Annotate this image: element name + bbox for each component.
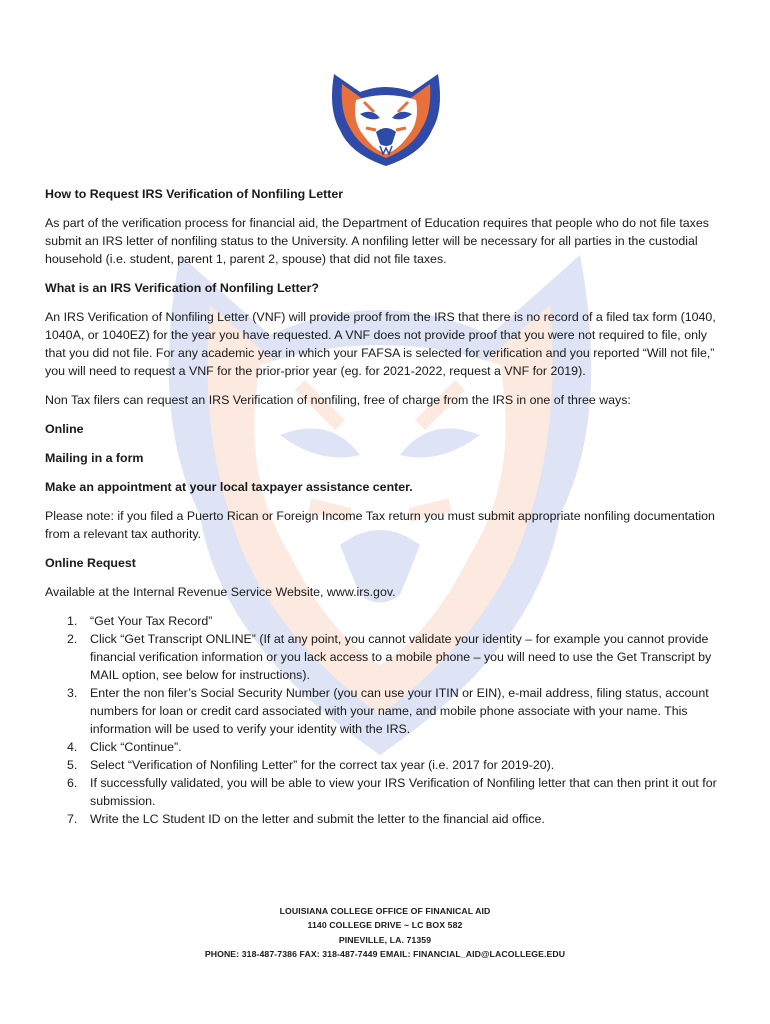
footer-street-address: 1140 COLLEGE DRIVE ~ LC BOX 582 (307, 920, 463, 931)
footer-contact-line: PHONE: 318-487-7386 FAX: 318-487-7449 EMAIL: FINANCIAL_AID@LACOLLEGE.EDU (204, 948, 566, 959)
step-text: “Get Your Tax Record” (90, 614, 213, 628)
list-item (45, 684, 730, 738)
step-text: Click “Continue”. (90, 740, 182, 754)
step-number: 5. (67, 758, 78, 772)
step-text: Write the LC Student ID on the letter and submit the letter to the financial aid office. (90, 812, 545, 826)
way-appointment: Make an appointment at your local taxpayer assistance center. (45, 480, 413, 494)
online-available-paragraph: Available at the Internal Revenue Service Website, www.irs.gov. (45, 585, 396, 599)
page-title: How to Request IRS Verification of Nonfiling Letter (45, 187, 344, 201)
step-number: 3. (67, 686, 78, 700)
note-paragraph: Please note: if you filed a Puerto Rican or Foreign Income Tax return you must submit appropriate nonfiling documentation from a relevant tax authority. (45, 509, 715, 541)
step-text: Click “Get Transcript ONLINE” (If at any point, you cannot validate your identity – for example you cannot provide financial verification information or you lack access to a mobile phone – you will need to use the Get Transcript by MAIL option, see below for instructions). (90, 632, 712, 682)
footer-city-state: PINEVILLE, LA. 71359 (338, 934, 432, 945)
way-online: Online (45, 422, 84, 436)
list-item (45, 774, 730, 810)
list-item (45, 738, 730, 756)
step-number: 4. (67, 740, 78, 754)
document-body (45, 185, 730, 828)
step-text: Select “Verification of Nonfiling Letter” for the correct tax year (i.e. 2017 for 2019-20). (90, 758, 555, 772)
step-number: 2. (67, 632, 78, 646)
footer-office-name: LOUISIANA COLLEGE OFFICE OF FINANICAL AID (279, 906, 491, 916)
list-item (45, 612, 730, 630)
list-item (45, 756, 730, 774)
step-number: 7. (67, 812, 78, 826)
section-heading-what: What is an IRS Verification of Nonfiling Letter? (45, 281, 319, 295)
list-item (45, 810, 730, 828)
step-number: 1. (67, 614, 78, 628)
step-text: Enter the non filer’s Social Security Number (you can use your ITIN or EIN), e-mail address, filing status, account numbers for loan or credit card associated with your name, and mobile phone associate with your name. This information will be used to verify your identity with the IRS. (90, 686, 709, 736)
list-item (45, 630, 730, 684)
office-footer (0, 904, 770, 961)
wildcat-logo-icon (330, 70, 442, 166)
step-text: If successfully validated, you will be able to view your IRS Verification of Nonfiling letter that can then print it out for submission. (90, 776, 717, 808)
way-mail: Mailing in a form (45, 451, 144, 465)
intro-paragraph: As part of the verification process for financial aid, the Department of Education requires that people who do not file taxes submit an IRS letter of nonfiling status to the University. A nonfiling letter will be necessary for all parties in the custodial household (i.e. student, parent 1, parent 2, spouse) that did not file taxes. (45, 216, 709, 266)
online-steps-list (45, 612, 730, 828)
section-heading-online: Online Request (45, 556, 136, 570)
step-number: 6. (67, 776, 78, 790)
ways-intro-paragraph: Non Tax filers can request an IRS Verification of nonfiling, free of charge from the IRS in one of three ways: (45, 393, 631, 407)
what-paragraph: An IRS Verification of Nonfiling Letter (VNF) will provide proof from the IRS that there is no record of a filed tax form (1040, 1040A, or 1040EZ) for the year you have requested. A VNF does not provide proof that you were not required to file, only that you did not file. For any academic year in which your FAFSA is selected for verification and you reported “Will not file,” you will need to request a VNF for the prior-prior year (eg. for 2021-2022, request a VNF for 2019). (45, 310, 716, 378)
